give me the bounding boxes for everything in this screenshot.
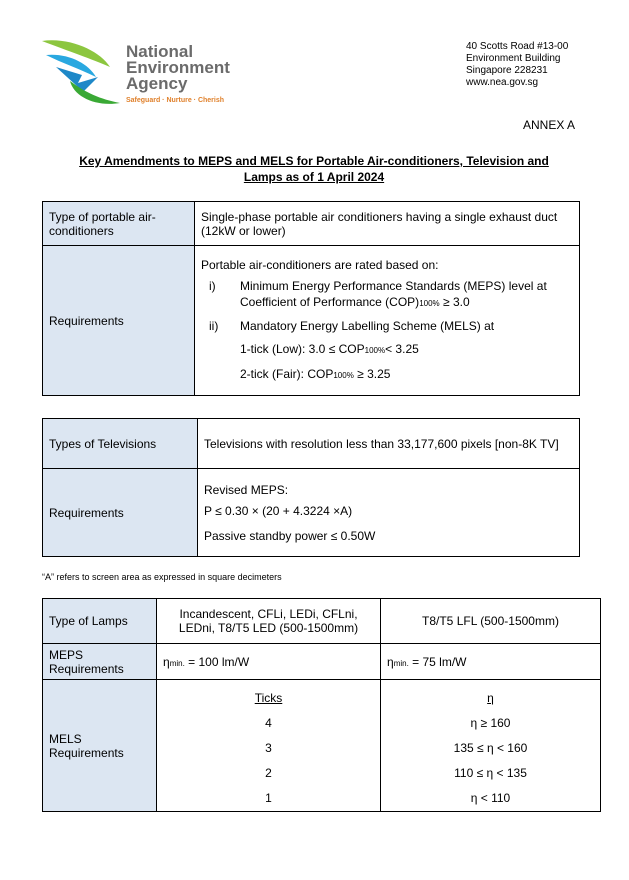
aircon-requirements-label: Requirements [43, 246, 195, 396]
address-line: Environment Building [466, 53, 561, 64]
item-1-line-b: Coefficient of Performance (COP)100% ≥ 3.0 [240, 295, 470, 309]
mels-requirements-label: MELS Requirements [43, 680, 157, 812]
mels-eta-column [381, 680, 601, 812]
lamps-col-1-header: Incandescent, CFLi, LEDi, CFLni, LEDni, T8/T5 LED (500-1500mm) [157, 599, 381, 644]
aircon-type-label: Type of portable air-conditioners [43, 202, 195, 246]
tick-value: 1 [265, 791, 272, 805]
title-line: Key Amendments to MEPS and MELS for Portable Air-conditioners, Television and [79, 154, 549, 168]
tv-type-label: Types of Televisions [43, 419, 198, 469]
meps-col-1-value: ηmin. = 100 lm/W [157, 644, 381, 680]
tick-value: 2 [265, 766, 272, 780]
lamps-type-label: Type of Lamps [43, 599, 157, 644]
eta-value: η < 110 [470, 791, 511, 805]
annex-label: ANNEX A [523, 118, 576, 132]
tv-requirements-label: Requirements [43, 469, 198, 557]
org-name-3: Agency [126, 74, 188, 93]
meps-requirements-label: MEPS Requirements [43, 644, 157, 680]
tv-standby: Passive standby power ≤ 0.50W [204, 528, 376, 543]
tagline: Safeguard · Nurture · Cherish [126, 97, 225, 104]
mels-ticks-column [157, 680, 381, 812]
org-name-2: Environment [126, 58, 230, 77]
aircon-table [42, 201, 580, 396]
tv-footnote: “A” refers to screen area as expressed in square decimeters [42, 572, 282, 582]
tick-1-line: 1-tick (Low): 3.0 ≤ COP100%< 3.25 [240, 342, 419, 356]
address-line: 40 Scotts Road #13-00 [466, 41, 569, 52]
ticks-header: Ticks [254, 691, 283, 705]
item-2-text: Mandatory Energy Labelling Scheme (MELS) at [240, 319, 495, 333]
eta-header: η [487, 691, 494, 705]
tv-table [42, 418, 580, 557]
item-1-text [240, 278, 547, 312]
address-block [466, 41, 568, 89]
page-title [40, 153, 588, 185]
aircon-intro: Portable air-conditioners are rated based on: [201, 258, 439, 272]
item-number: i) [209, 279, 216, 293]
tv-revised-meps: Revised MEPS: [204, 482, 289, 497]
address-line: Singapore 228231 [466, 65, 548, 76]
aircon-item-2 [201, 318, 573, 334]
title-line: Lamps as of 1 April 2024 [243, 170, 385, 184]
tick-2-line: 2-tick (Fair): COP100% ≥ 3.25 [240, 367, 391, 381]
item-number: ii) [209, 319, 219, 333]
eta-value: 110 ≤ η < 135 [454, 766, 527, 780]
lamps-table [42, 598, 601, 812]
aircon-requirements-value [195, 246, 580, 396]
meps-col-2-value: ηmin. = 75 lm/W [381, 644, 601, 680]
aircon-item-1 [201, 278, 573, 312]
tv-requirements-value [198, 469, 580, 557]
aircon-type-value: Single-phase portable air conditioners having a single exhaust duct (12kW or lower) [195, 202, 580, 246]
tick-value: 4 [265, 716, 272, 730]
eta-value: η ≥ 160 [470, 716, 511, 730]
nea-logo-icon [40, 37, 122, 109]
address-website: www.nea.gov.sg [466, 77, 539, 88]
tick-value: 3 [265, 741, 272, 755]
tv-type-value: Televisions with resolution less than 33,177,600 pixels [non-8K TV] [198, 419, 580, 469]
item-1-line-a: Minimum Energy Performance Standards (MEPS) level at [240, 279, 547, 293]
tv-formula: P ≤ 0.30 × (20 + 4.3224 ×A) [204, 503, 353, 518]
eta-value: 135 ≤ η < 160 [453, 741, 528, 755]
lamps-col-2-header: T8/T5 LFL (500-1500mm) [381, 599, 601, 644]
org-name-1: National [126, 42, 194, 61]
